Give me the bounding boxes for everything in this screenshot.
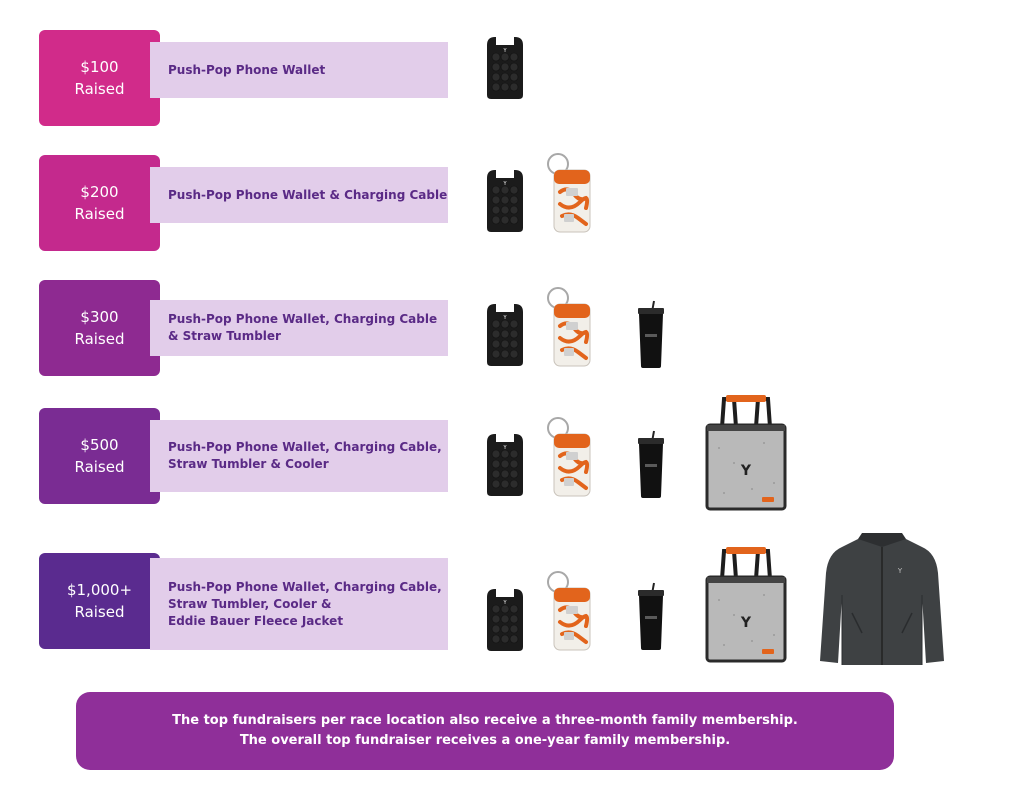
- tier-reward-line: Eddie Bauer Fleece Jacket: [168, 613, 344, 628]
- tier-reward-line: Straw Tumbler, Cooler &: [168, 596, 332, 611]
- tier-amount: $300: [80, 308, 119, 326]
- tier-reward-bar: [150, 420, 448, 492]
- tier-badge: [39, 280, 160, 376]
- tier-badge: [39, 553, 160, 649]
- tier-raised-label: Raised: [74, 330, 125, 348]
- tier-reward-line: Push-Pop Phone Wallet, Charging Cable,: [168, 579, 442, 594]
- phone-wallet-icon: [484, 302, 526, 368]
- straw-tumbler-icon: [634, 582, 668, 652]
- tier-reward-bar: [150, 42, 448, 98]
- phone-wallet-icon: [484, 587, 526, 653]
- tier-badge: [39, 155, 160, 251]
- tier-raised-label: Raised: [74, 205, 125, 223]
- tier-reward-line: Push-Pop Phone Wallet, Charging Cable,: [168, 440, 442, 454]
- tier-amount: $100: [80, 58, 119, 76]
- tier-reward-line: Push-Pop Phone Wallet & Charging Cable: [168, 187, 448, 202]
- tier-reward-bar: [150, 300, 448, 356]
- charging-cable-icon: [542, 152, 598, 236]
- membership-banner-line-1: The top fundraisers per race location also receive a three-month family membership.: [172, 713, 798, 728]
- cooler-bag-icon: [704, 393, 788, 513]
- phone-wallet-icon: [484, 432, 526, 498]
- tier-reward-bar: [150, 558, 448, 650]
- phone-wallet-icon: [484, 168, 526, 234]
- charging-cable-icon: [542, 286, 598, 370]
- tier-amount: $200: [80, 183, 119, 201]
- membership-banner-line-2: The overall top fundraiser receives a one-year family membership.: [239, 733, 731, 748]
- straw-tumbler-icon: [634, 300, 668, 370]
- phone-wallet-icon: [484, 35, 526, 101]
- tier-amount: $1,000+: [66, 581, 133, 599]
- charging-cable-icon: [542, 416, 598, 500]
- tier-reward-line: Straw Tumbler & Cooler: [168, 457, 329, 471]
- straw-tumbler-icon: [634, 430, 668, 500]
- fleece-jacket-icon: [818, 533, 946, 669]
- tier-badge: [39, 30, 160, 126]
- tier-reward-line: Push-Pop Phone Wallet: [168, 62, 326, 77]
- cooler-bag-icon: [704, 545, 788, 665]
- tier-badge: [39, 408, 160, 504]
- tier-reward-bar: [150, 167, 448, 223]
- tier-raised-label: Raised: [74, 458, 125, 476]
- charging-cable-icon: [542, 570, 598, 654]
- tier-amount: $500: [80, 436, 119, 454]
- tier-reward-line: & Straw Tumbler: [168, 329, 281, 343]
- tier-reward-line: Push-Pop Phone Wallet, Charging Cable: [168, 312, 438, 326]
- membership-banner: [76, 692, 894, 770]
- tier-raised-label: Raised: [74, 603, 125, 621]
- tier-raised-label: Raised: [74, 80, 125, 98]
